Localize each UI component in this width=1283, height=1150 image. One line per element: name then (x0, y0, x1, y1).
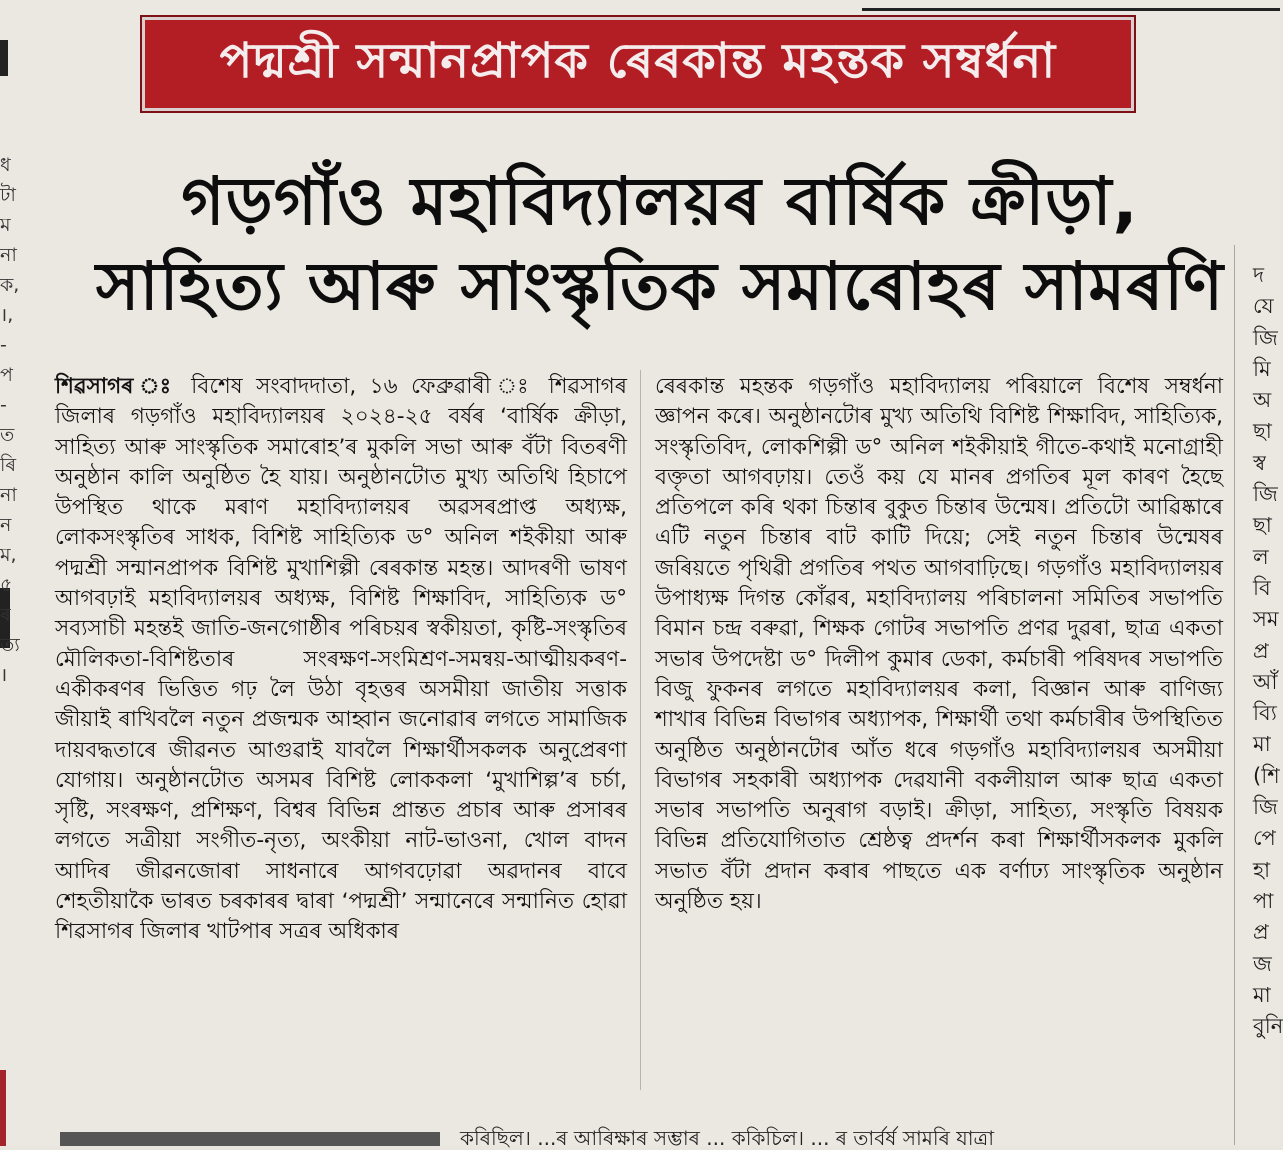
fragment-line: যে (1253, 294, 1274, 319)
fragment-line: ত্য (0, 634, 20, 656)
headline-line-2: সাহিত্য আৰু সাংস্কৃতিক সমাৰোহৰ সামৰণি (95, 248, 1225, 325)
fragment-line: ম, (0, 544, 17, 566)
article-text-right: ৰেৰকান্ত মহন্তক গড়গাঁও মহাবিদ্যালয় পৰিয়ালে বিশেষ সম্বৰ্ধনা জ্ঞাপন কৰে। অনুষ্ঠানটোৰ মুখ্য অতিথি বিশিষ্ট শিক্ষাবিদ, সাহিত্যিক, সংস্কৃতিবিদ, লোকশিল্পী ড° অনিল শইকীয়াই গীতে-কথাই মনোগ্ৰাহী বক্তৃতা আগবঢ়ায়। তেওঁ কয় যে মানৰ প্ৰগতিৰ মূল কাৰণ হৈছে প্ৰতিপলে কৰি থকা চিন্তাৰ বুকুত চিন্তাৰ উন্মেষ। প্ৰতিটো আৱিষ্কাৰে এটি নতুন চিন্তাৰ বাট কাটি দিয়ে; সেই নতুন চিন্তাৰ উন্মেষৰ জৰিয়তে পৃথিৱী প্ৰগতিৰ পথত আগবাঢ়িছে। গড়গাঁও মহাবিদ্যালয়ৰ উপাধ্যক্ষ দিগন্ত কোঁৱৰ, মহাবিদ্যালয় পৰিচালনা সমিতিৰ সভাপতি বিমান চন্দ্ৰ বৰুৱা, শিক্ষক গোটৰ সভাপতি প্ৰণৱ দুৱৰা, ছাত্ৰ একতা সভাৰ উপদেষ্টা ড° দিলীপ কুমাৰ ডেকা, কৰ্মচাৰী পৰিষদৰ সভাপতি বিজু ফুকনৰ লগতে মহাবিদ্যালয়ৰ কলা, বিজ্ঞান আৰু বাণিজ্য শাখাৰ বিভিন্ন বিভাগৰ অধ্যাপক, শিক্ষাৰ্থী তথা কৰ্মচাৰীৰ উপস্থিতিত অনুষ্ঠিত অনুষ্ঠানটোৰ আঁত ধৰে গড়গাঁও মহাবিদ্যালয়ৰ অসমীয়া বিভাগৰ সহকাৰী অধ্যাপক দেৱযানী বকলীয়াল আৰু ছাত্ৰ একতা সভাৰ সভাপতি অনুৰাগ বড়াই। ক্ৰীড়া, সাহিত্য, সংস্কৃতি বিষয়ক বিভিন্ন প্ৰতিযোগিতাত শ্ৰেষ্ঠত্ব প্ৰদৰ্শন কৰা শিক্ষাৰ্থীসকলক মুকলি সভাত বঁটা প্ৰদান কৰাৰ পাছতে এক বৰ্ণাঢ্য সাংস্কৃতিক অনুষ্ঠান অনুষ্ঠিত হয়। (655, 374, 1223, 915)
edge-bar (0, 40, 8, 76)
top-rule (862, 0, 1280, 11)
fragment-line: ।, (0, 304, 14, 326)
fragment-line: প (0, 364, 13, 386)
fragment-line: জি (1253, 795, 1278, 820)
article-text-left: বিশেষ সংবাদদাতা, ১৬ ফেব্ৰুৱাৰী ঃ শিৱসাগৰ জিলাৰ গড়গাঁও মহাবিদ্যালয়ৰ ২০২৪-২৫ বৰ্ষৰ ‘বাৰ্ষিক ক্ৰীড়া, সাহিত্য আৰু সাংস্কৃতিক সমাৰোহ’ৰ মুকলি সভা আৰু বঁটা বিতৰণী অনুষ্ঠান কালি অনুষ্ঠিত হৈ যায়। অনুষ্ঠানটোত মুখ্য অতিথি হিচাপে উপস্থিত থাকে মৰাণ মহাবিদ্যালয়ৰ অৱসৰপ্ৰাপ্ত অধ্যক্ষ, লোকসংস্কৃতিৰ সাধক, বিশিষ্ট সাহিত্যিক ড° অনিল শইকীয়া আৰু পদ্মশ্ৰী সন্মানপ্ৰাপক বিশিষ্ট মুখাশিল্পী ৰেৰকান্ত মহন্ত। আদৰণী ভাষণ আগবঢ়াই মহাবিদ্যালয়ৰ অধ্যক্ষ, বিশিষ্ট শিক্ষাবিদ, সাহিত্যিক ড° সব্যসাচী মহন্তই জাতি-জনগোষ্ঠীৰ পৰিচয়ৰ স্বকীয়তা, কৃষ্টি-সংস্কৃতিৰ মৌলিকতা-বিশিষ্টতাৰ সংৰক্ষণ-সংমিশ্ৰণ-সমন্বয়-আত্মীয়কৰণ-একীকৰণৰ ভিত্তিত গঢ় লৈ উঠা বৃহত্তৰ অসমীয়া জাতীয় সত্তাক জীয়াই ৰাখিবলৈ নতুন প্ৰজন্মক আহ্বান জনোৱাৰ লগতে সামাজিক দায়বদ্ধতাৰে জীৱনত আগুৱাই যাবলৈ শিক্ষাৰ্থীসকলক অনুপ্ৰেৰণা যোগায়। অনুষ্ঠানটোত অসমৰ বিশিষ্ট লোককলা ‘মুখাশিল্প’ৰ চৰ্চা, সৃষ্টি, সংৰক্ষণ, প্ৰশিক্ষণ, বিশ্বৰ বিভিন্ন প্ৰান্তত প্ৰচাৰ আৰু প্ৰসাৰৰ লগতে সত্ৰীয়া সংগীত-নৃত্য, অংকীয়া নাট-ভাওনা, খোল বাদন আদিৰ জীৱনজোৰা সাধনাৰে আগবঢ়োৱা অৱদানৰ বাবে শেহতীয়াকৈ ভাৰত চৰকাৰৰ দ্বাৰা ‘পদ্মশ্ৰী’ সন্মানেৰে সন্মানিত হোৱা শিৱসাগৰ জিলাৰ খাটপাৰ সত্ৰৰ অধিকাৰ (55, 374, 627, 945)
fragment-line: - (0, 394, 7, 416)
fragment-line: হা (1253, 857, 1271, 882)
fragment-line: ছা (1253, 513, 1272, 538)
banner-text: পদ্মশ্ৰী সন্মানপ্ৰাপক ৰেৰকান্ত মহন্তক সম্বৰ্ধনা (219, 32, 1057, 89)
fragment-line: মা (1253, 732, 1271, 757)
column-divider (640, 370, 641, 1090)
fragment-line: টা (0, 184, 16, 206)
fragment-line: (শি (1253, 763, 1280, 788)
adjacent-column-right (1253, 260, 1283, 1042)
fragment-line: না (0, 484, 17, 506)
headline-line-1: গড়গাঁও মহাবিদ্যালয়ৰ বাৰ্ষিক ক্ৰীড়া, (181, 163, 1139, 240)
fragment-line: জি (1253, 482, 1278, 507)
fragment-line: পা (1253, 888, 1274, 913)
fragment-line: - (0, 334, 7, 356)
fragment-line: অ (1253, 388, 1272, 413)
bottom-strip (60, 1132, 440, 1146)
fragment-line: ল (1253, 544, 1269, 569)
edge-red-line (0, 1070, 6, 1146)
fragment-line: জ (1253, 951, 1272, 976)
fragment-line: মা (1253, 982, 1271, 1007)
dateline: শিৱসাগৰ ঃ (55, 374, 178, 399)
banner (142, 17, 1134, 111)
headline (80, 160, 1240, 330)
fragment-line: ৫ (0, 574, 13, 596)
fragment-line: ৰি (0, 454, 17, 476)
fragment-line: মি (1253, 356, 1271, 381)
fragment-line: প্ৰ (1253, 920, 1269, 945)
adjacent-column-left (0, 150, 22, 690)
fragment-line: না (0, 244, 17, 266)
fragment-line: ন (0, 514, 12, 536)
fragment-line: পে (1253, 826, 1276, 851)
fragment-line: দ (1253, 263, 1265, 287)
fragment-line: জি (1253, 325, 1278, 350)
fragment-line: সম (1253, 607, 1279, 632)
bottom-text: কৰিছিল। ...ৰ আৰিক্ষাৰ সম্ভাৰ ... ককিচিল। ... ৰ তাৰ্বৰ্ষ সামৰি যাত্ৰা (460, 1126, 995, 1150)
fragment-line: বুনি (1253, 1014, 1283, 1039)
fragment-line: ত (0, 424, 15, 446)
fragment-line: স্ব (1253, 450, 1266, 475)
fragment-line: আঁ (1253, 669, 1278, 694)
fragment-line: ৰ (0, 604, 11, 626)
fragment-line: । (0, 664, 8, 686)
fragment-line: ছা (1253, 419, 1272, 444)
fragment-line: ম (0, 214, 11, 236)
fragment-line: ব্যি (1253, 701, 1277, 726)
fragment-line: ধ (0, 154, 11, 176)
fragment-line: প্ৰ (1253, 638, 1269, 663)
fragment-line: ক, (0, 274, 20, 296)
article-column-right (655, 372, 1223, 917)
article-column-left (55, 372, 627, 948)
column-rule (1234, 245, 1235, 1145)
fragment-line: বি (1253, 575, 1271, 600)
